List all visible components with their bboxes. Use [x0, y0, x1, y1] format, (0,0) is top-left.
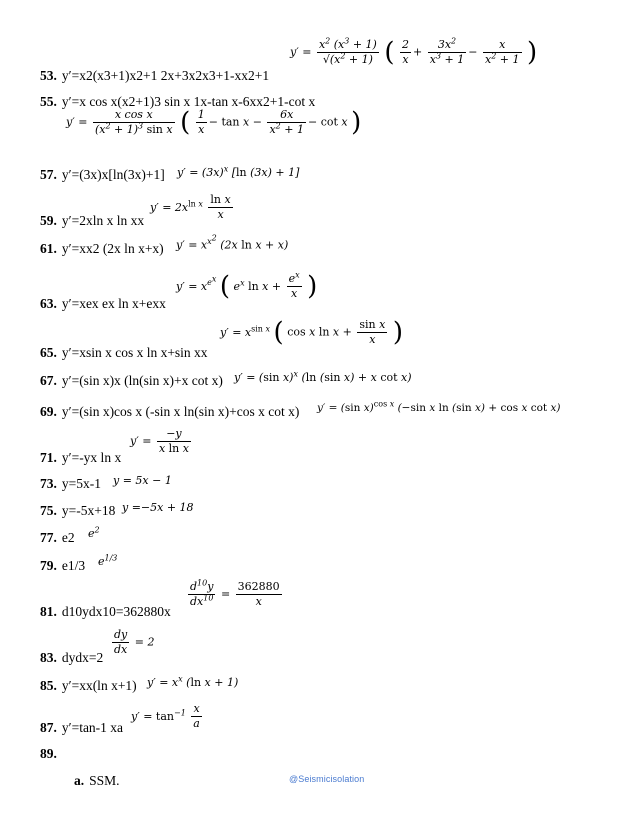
problem-71: [40, 450, 121, 466]
formula-65: $y' = x^{sin x}$ ( cos x ln x + $\frac{\text{sin x}}{x}$ ): [220, 317, 403, 348]
formula-61: $y' = x^{x^2}$ (2x ln x + x): [176, 233, 289, 252]
problem-number: 61.: [40, 241, 57, 256]
formula-73: y = 5x − 1: [113, 474, 172, 487]
problem-number: 83.: [40, 650, 57, 665]
problem-answer: e1/3: [61, 558, 86, 573]
problem-number: 73.: [40, 476, 57, 491]
formula-71: y′ = $\frac{-y}{\text{x ln x}}$: [130, 427, 189, 455]
formula-87: $y' = \tan^{-1}$ $\frac{x}{a}$: [131, 702, 200, 730]
problem-67: [40, 373, 223, 389]
problem-number: 55.: [40, 94, 57, 109]
formula-57: $y' = (3x)^x$ [ln (3x) + 1]: [177, 164, 300, 179]
formula-81: $\frac{d^{10}y}{dx^{10}}$ = $\frac{362880}{x}$: [190, 578, 280, 608]
problem-73: [40, 476, 101, 492]
problem-87: [40, 720, 123, 736]
problem-answer: y′=x2(x3+1)x2+1 2x+3x2x3+1-xx2+1: [61, 68, 270, 83]
problem-number: 77.: [40, 530, 57, 545]
sub-item-label: a.: [74, 773, 85, 788]
problem-75: [40, 503, 115, 519]
problem-81: [40, 604, 171, 620]
formula-75: y =−5x + 18: [122, 501, 194, 514]
formula-77: $e^2$: [88, 525, 100, 540]
problem-89: [40, 746, 62, 762]
problem-number: 75.: [40, 503, 57, 518]
problem-answer: y′=(3x)x[ln(3x)+1]: [61, 167, 165, 182]
problem-number: 71.: [40, 450, 57, 465]
problem-answer: y′=(sin x)x (ln(sin x)+x cot x): [61, 373, 223, 388]
problem-65: [40, 345, 208, 361]
problem-number: 65.: [40, 345, 57, 360]
problem-answer: y′=xx(ln x+1): [61, 678, 137, 693]
problem-number: 79.: [40, 558, 57, 573]
problem-answer: y′=2xln x ln xx: [61, 213, 145, 228]
formula-69: y′ = (sin x)$^{cos x}$ (−sin x ln (sin x) + cos x cot x): [317, 399, 561, 414]
problem-77: [40, 530, 75, 546]
problem-63: [40, 296, 166, 312]
problem-answer: y′=xx2 (2x ln x+x): [61, 241, 164, 256]
problem-83: [40, 650, 103, 666]
problem-number: 89.: [40, 746, 57, 761]
problem-number: 87.: [40, 720, 57, 735]
formula-83: $\frac{dy}{dx}$ = 2: [114, 628, 155, 656]
problem-number: 85.: [40, 678, 57, 693]
problem-69: [40, 404, 299, 420]
formula-53: y′ = $\frac{x^2 (x^3 + 1)}{√(x^2 + 1)}$ ( $\frac{2}{x}$ + $\frac{3x^2}{x^3 + 1}$ − $\frac{x}{x^2 + 1}$ ): [290, 36, 538, 68]
formula-55: y′ = $\frac{\text{x cos x}}{(x^2 + 1)^3 \sin x}$ ( $\frac{1}{x}$ − tan x − $\frac{6x}{x^2 + 1}$ − cot x ): [66, 107, 362, 138]
problem-number: 63.: [40, 296, 57, 311]
problem-59: [40, 213, 144, 229]
problem-answer: y′=-yx ln x: [61, 450, 122, 465]
sub-item-text: SSM.: [89, 773, 120, 788]
sub-item-a: [74, 773, 120, 789]
problem-answer: y′=xex ex ln x+exx: [61, 296, 166, 311]
problem-number: 67.: [40, 373, 57, 388]
problem-85: [40, 678, 137, 694]
formula-63: $y' = x^{e^x}$ ( $e^x$ ln x + $\frac{e^x}{x}$ ): [176, 270, 318, 302]
problem-answer: e2: [61, 530, 75, 545]
problem-answer: y=5x-1: [61, 476, 101, 491]
formula-67: y′ = (sin x)$^x$ (ln (sin x) + x cot x): [234, 369, 412, 384]
problem-number: 81.: [40, 604, 57, 619]
formula-79: $e^{1/3}$: [98, 553, 118, 568]
problem-answer: y′=x cos x(x2+1)3 sin x 1x-tan x-6xx2+1-cot x: [61, 94, 316, 109]
problem-answer: y′=xsin x cos x ln x+sin xx: [61, 345, 208, 360]
problem-number: 53.: [40, 68, 57, 83]
problem-57: [40, 167, 165, 183]
problem-number: 57.: [40, 167, 57, 182]
problem-answer: y′=(sin x)cos x (-sin x ln(sin x)+cos x cot x): [61, 404, 300, 419]
problem-answer: y=-5x+18: [61, 503, 116, 518]
problem-answer: d10ydx10=362880x: [61, 604, 171, 619]
watermark: @Seismicisolation: [289, 774, 365, 784]
formula-59: $y' = 2x^{ln x}$ $\frac{\text{ln x}}{x}$: [150, 193, 231, 221]
problem-number: 59.: [40, 213, 57, 228]
problem-53: [40, 68, 269, 84]
problem-61: [40, 241, 164, 257]
problem-79: [40, 558, 85, 574]
problem-answer: y′=tan-1 xa: [61, 720, 124, 735]
problem-number: 69.: [40, 404, 57, 419]
formula-85: $y' = x^x$ (ln x + 1): [147, 674, 239, 689]
problem-answer: dydx=2: [61, 650, 104, 665]
